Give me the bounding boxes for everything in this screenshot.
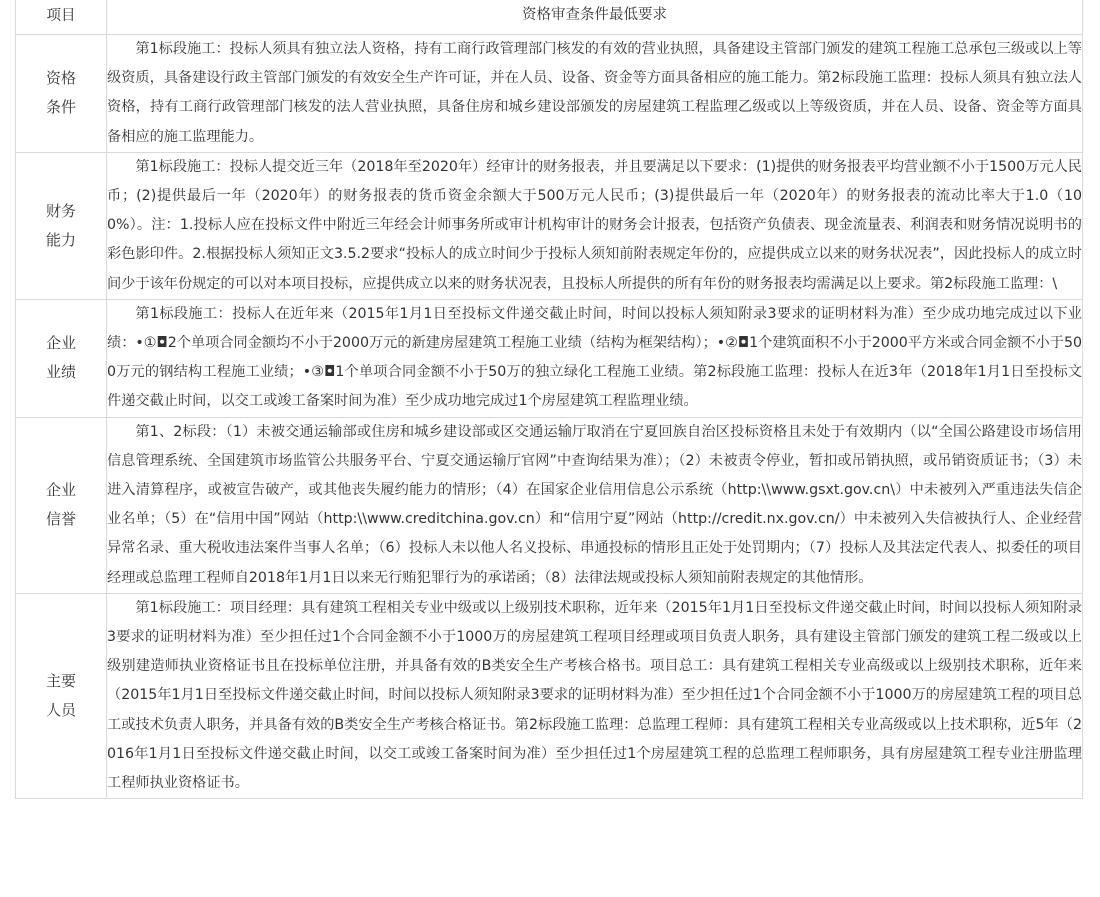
row-text: 第1标段施工：项目经理：具有建筑工程相关专业中级或以上级别技术职称，近年来（2015年1月1日至投标文件递交截止时间，时间以投标人须知附录3要求的证明材料为准）至少担任过1个合同金额不小于1000万的房屋建筑工程项目经理或项目负责人职务，具有建设主管部门颁发的建筑工程二级或以上级别建造师执业资格证书且在投标单位注册，并具备有效的B类安全生产考核合格书。项目总工：具有建筑工程相关专业高级或以上级别技术职称，近年来（2015年1月1日至投标文件递交截止时间，时间以投标人须知附录3要求的证明材料为准）至少担任过1个合同金额不小于1000万的房屋建筑工程的项目总工或技术负责人职务，并具备有效的B类安全生产考核合格证书。第2标段施工监理：总监理工程师：具有建筑工程相关专业高级或以上技术职称，近5年（2016年1月1日至投标文件递交截止时间，以交工或竣工备案时间为准）至少担任过1个房屋建筑工程的总监理工程师职务，具有房屋建筑工程专业注册监理工程师执业资格证书。 — [107, 599, 1082, 792]
row-label-financial — [16, 152, 107, 299]
row-content-financial — [107, 152, 1083, 299]
table-row-qualification — [16, 35, 1083, 153]
row-label-line: 条件 — [45, 98, 76, 117]
table-row-performance — [16, 299, 1083, 417]
row-content-performance — [107, 299, 1083, 417]
row-label-line: 主要 — [45, 672, 76, 691]
row-label-line: 资格 — [45, 69, 76, 88]
row-text: 第1标段施工：投标人须具有独立法人资格，持有工商行政管理部门核发的有效的营业执照，具备建设主管部门颁发的建筑工程施工总承包三级或以上等级资质，具备建设行政主管部门颁发的有效安全生产许可证，并在人员、设备、资金等方面具备相应的施工能力。第2标段施工监理：投标人须具有独立法人资格，持有工商行政管理部门核发的法人营业执照，具备住房和城乡建设部颁发的房屋建筑工程监理乙级或以上等级资质，并在人员、设备、资金等方面具备相应的施工监理能力。 — [107, 41, 1082, 145]
table-header-row — [16, 0, 1083, 35]
row-label-line: 业绩 — [45, 363, 76, 382]
row-label-performance — [16, 299, 107, 417]
row-text: 第1标段施工：投标人在近年来（2015年1月1日至投标文件递交截止时间，时间以投标人须知附录3要求的证明材料为准）至少成功地完成过以下业绩：•①◘2个单项合同金额均不小于2000万元的新建房屋建筑工程施工业绩（结构为框架结构）；•②◘1个建筑面积不小于2000平方米或合同金额不小于500万元的钢结构工程施工业绩；•③◘1个单项合同金额不小于50万的独立绿化工程施工业绩。第2标段施工监理：投标人在近3年（2018年1月1日至投标文件递交截止时间，以交工或竣工备案时间为准）至少成功地完成过1个房屋建筑工程监理业绩。 — [107, 305, 1082, 410]
row-label-line: 人员 — [45, 701, 76, 720]
table-row-financial — [16, 152, 1083, 299]
qualification-requirements-table — [15, 0, 1083, 799]
header-requirements-column: 资格审查条件最低要求 — [107, 0, 1083, 35]
row-label-credit — [16, 417, 107, 593]
row-label-personnel — [16, 593, 107, 798]
row-label-line: 财务 — [45, 201, 76, 220]
row-content-qualification — [107, 35, 1083, 153]
header-item-column: 项目 — [16, 0, 107, 35]
table-row-credit — [16, 417, 1083, 593]
row-label-qualification — [16, 35, 107, 153]
row-content-credit — [107, 417, 1083, 593]
row-text: 第1、2标段：（1）未被交通运输部或住房和城乡建设部或区交通运输厅取消在宁夏回族自治区投标资格且未处于有效期内（以“全国公路建设市场信用信息管理系统、全国建筑市场监管公共服务平台、宁夏交通运输厅官网”中查询结果为准）；（2）未被责令停业，暂扣或吊销执照，或吊销资质证书；（3）未进入清算程序，或被宣告破产，或其他丧失履约能力的情形；（4）在国家企业信用信息公示系统（http:\\www.gsxt.gov.cn\）中未被列入严重违法失信企业名单；（5）在“信用中国”网站（http:\\www.creditchina.gov.cn）和“信用宁夏”网站（http://credit.nx.gov.cn/）中未被列入失信被执行人、企业经营异常名录、重大税收违法案件当事人名单；（6）投标人未以他人名义投标、串通投标的情形且正处于处罚期内；（7）投标人及其法定代表人、拟委任的项目经理或总监理工程师自2018年1月1日以来无行贿犯罪行为的承诺函；（8）法律法规或投标人须知前附表规定的其他情形。 — [107, 423, 1082, 586]
row-label-line: 企业 — [45, 481, 76, 500]
row-text: 第1标段施工：投标人提交近三年（2018年至2020年）经审计的财务报表，并且要满足以下要求：(1)提供的财务报表平均营业额不小于1500万元人民币；(2)提供最后一年（2020年）的财务报表的货币资金余额大于500万元人民币；(3)提供最后一年（2020年）的财务报表的流动比率大于1.0（100%）。注：1.投标人应在投标文件中附近三年经会计师事务所或审计机构审计的财务会计报表，包括资产负债表、现金流量表、利润表和财务情况说明书的彩色影印件。2.根据投标人须知正文3.5.2要求“投标人的成立时间少于投标人须知前附表规定年份的，应提供成立以来的财务状况表”，因此投标人的成立时间少于该年份规定的可以对本项目投标，应提供成立以来的财务状况表，且投标人所提供的所有年份的财务报表均需满足以上要求。第2标段施工监理：\ — [107, 158, 1082, 292]
row-label-line: 企业 — [45, 334, 76, 353]
table-row-personnel — [16, 593, 1083, 798]
row-content-personnel — [107, 593, 1083, 798]
row-label-line: 信誉 — [45, 510, 76, 529]
row-label-line: 能力 — [45, 230, 76, 249]
